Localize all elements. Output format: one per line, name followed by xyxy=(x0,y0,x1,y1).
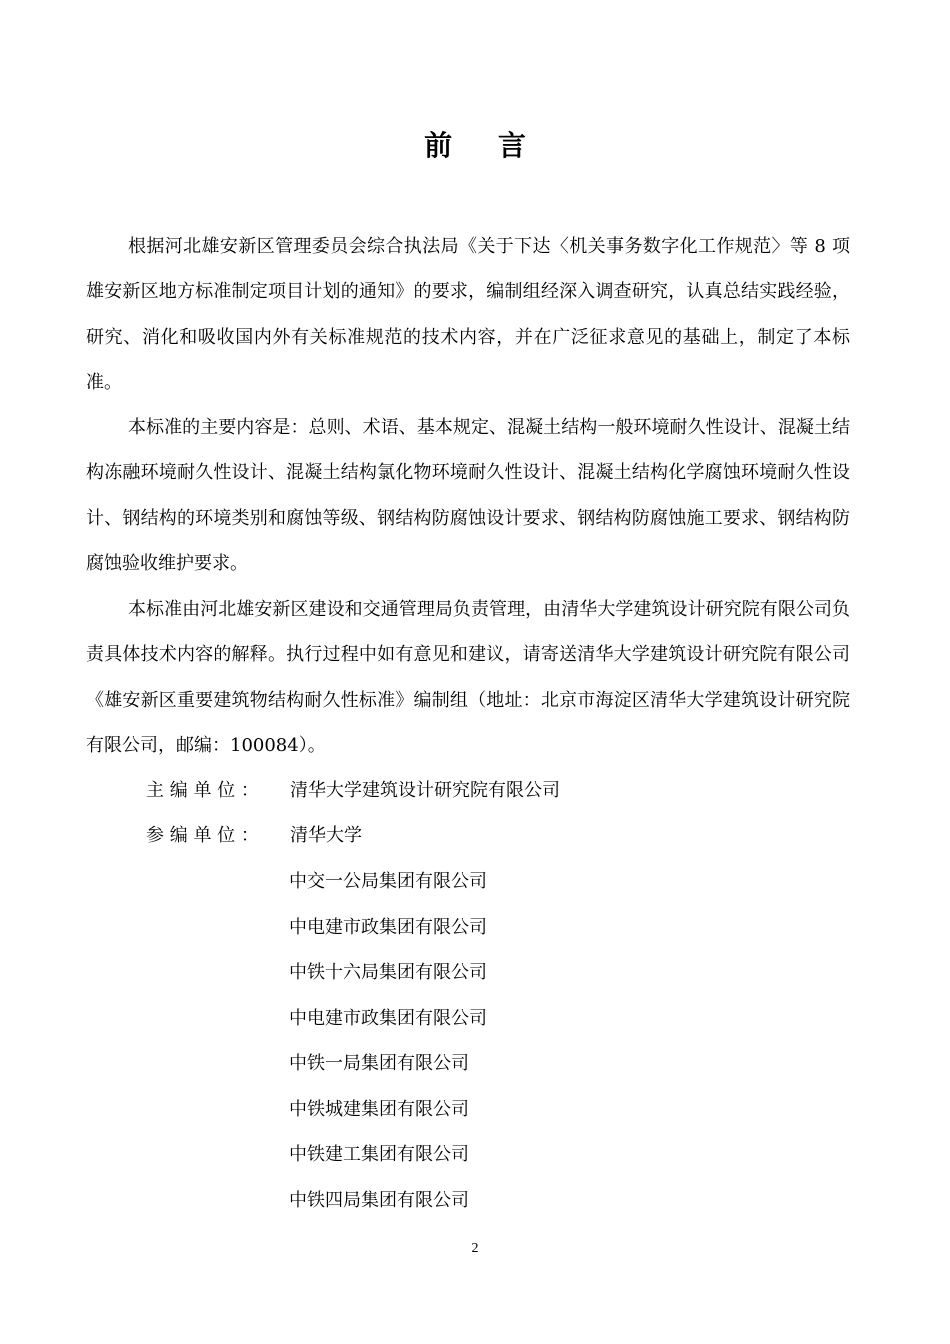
participating-unit-name: 中铁一局集团有限公司 xyxy=(289,1053,469,1074)
participating-unit-name: 清华大学 xyxy=(290,825,362,846)
paragraph-main-content: 本标准的主要内容是：总则、术语、基本规定、混凝土结构一般环境耐久性设计、混凝土结构冻融环境耐久性设计、混凝土结构氯化物环境耐久性设计、混凝土结构化学腐蚀环境耐久性设计、钢结构的环境类别和腐蚀等级、钢结构防腐蚀设计要求、钢结构防腐蚀施工要求、钢结构防腐蚀验收维护要求。 xyxy=(86,417,850,575)
chief-unit-name: 清华大学建筑设计研究院有限公司 xyxy=(290,780,560,801)
participating-unit-name: 中铁建工集团有限公司 xyxy=(289,1144,469,1165)
participating-unit-label: 参 编 单 位 ： xyxy=(146,825,259,846)
participating-unit-name: 中电建市政集团有限公司 xyxy=(289,1008,487,1029)
chief-unit-row xyxy=(0,768,950,813)
participating-unit-name: 中电建市政集团有限公司 xyxy=(289,917,487,938)
paragraph-background: 根据河北雄安新区管理委员会综合执法局《关于下达〈机关事务数字化工作规范〉等 8 项雄安新区地方标准制定项目计划的通知》的要求，编制组经深入调查研究，认真总结实践经验，研究、消化和吸收国内外有关标准规范的技术内容，并在广泛征求意见的基础上，制定了本标准。 xyxy=(86,236,850,394)
participating-unit-name: 中铁十六局集团有限公司 xyxy=(289,962,487,983)
participating-unit-name: 中交一公局集团有限公司 xyxy=(289,871,487,892)
chief-unit-label: 主 编 单 位 ： xyxy=(146,780,259,801)
participating-unit-name: 中铁四局集团有限公司 xyxy=(289,1190,469,1211)
participating-unit-row xyxy=(0,813,950,858)
page-title: 前 言 xyxy=(424,129,544,162)
participating-unit-name: 中铁城建集团有限公司 xyxy=(289,1099,469,1120)
page-number: 2 xyxy=(471,1241,479,1256)
paragraph-management: 本标准由河北雄安新区建设和交通管理局负责管理，由清华大学建筑设计研究院有限公司负责具体技术内容的解释。执行过程中如有意见和建议，请寄送清华大学建筑设计研究院有限公司《雄安新区重要建筑物结构耐久性标准》编制组（地址：北京市海淀区清华大学建筑设计研究院有限公司，邮编：100084）。 xyxy=(86,599,850,757)
